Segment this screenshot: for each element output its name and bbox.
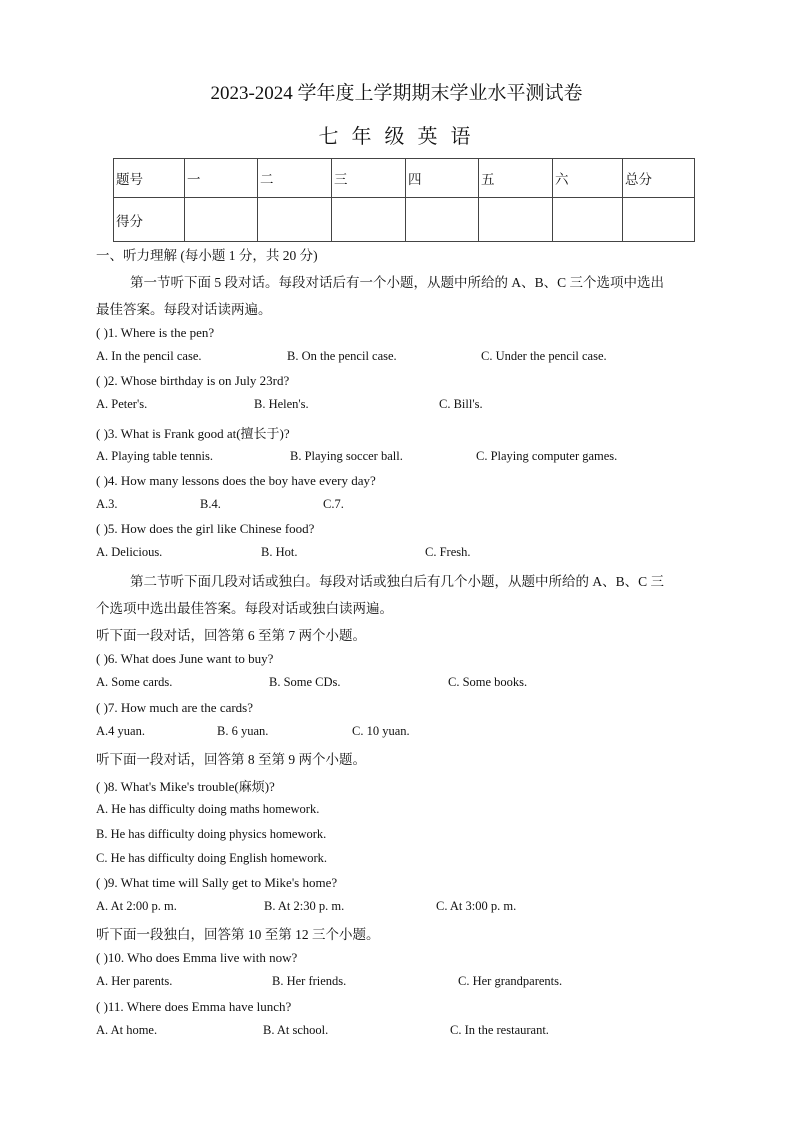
- score-input-cell[interactable]: [332, 198, 406, 242]
- question-stem: ( )9. What time will Sally get to Mike's home?: [96, 875, 338, 890]
- score-input-cell[interactable]: [623, 198, 695, 242]
- score-table-header-row: [114, 159, 695, 198]
- header-cell: 三: [332, 159, 406, 198]
- option-a[interactable]: A.3.: [96, 497, 118, 511]
- option-b[interactable]: B. At 2:30 p. m.: [264, 899, 345, 913]
- option-a[interactable]: A. Her parents.: [96, 974, 173, 988]
- score-table: [113, 158, 695, 242]
- score-input-cell[interactable]: [185, 198, 258, 242]
- part1-instruction-cont: 最佳答案。每段对话读两遍。: [96, 302, 272, 317]
- score-input-cell[interactable]: [406, 198, 479, 242]
- option-c[interactable]: C. 10 yuan.: [352, 724, 410, 738]
- header-cell: 一: [185, 159, 258, 198]
- option-c[interactable]: C. Fresh.: [425, 545, 471, 559]
- exam-title: 2023-2024 学年度上学期期末学业水平测试卷: [210, 83, 583, 104]
- option-b[interactable]: B. Playing soccer ball.: [290, 449, 403, 463]
- part1-instruction: 第一节听下面 5 段对话。每段对话后有一个小题，从题中所给的 A、B、C 三个选项中选出: [130, 275, 665, 290]
- option-c[interactable]: C.7.: [323, 497, 344, 511]
- exam-subtitle: 七 年 级 英 语: [318, 126, 475, 148]
- group-instruction: 听下面一段独白，回答第 10 至第 12 三个小题。: [96, 927, 380, 942]
- option-b[interactable]: B. On the pencil case.: [287, 349, 397, 363]
- question-stem: ( )7. How much are the cards?: [96, 700, 254, 715]
- group-instruction: 听下面一段对话，回答第 6 至第 7 两个小题。: [96, 628, 366, 643]
- option-b[interactable]: B. Hot.: [261, 545, 298, 559]
- header-cell: 五: [479, 159, 553, 198]
- score-label-cell: 得分: [114, 198, 185, 242]
- option-a[interactable]: A. Playing table tennis.: [96, 449, 213, 463]
- option-b[interactable]: B. Some CDs.: [269, 675, 341, 689]
- option-c[interactable]: C. Her grandparents.: [458, 974, 563, 988]
- option-c[interactable]: C. Some books.: [448, 675, 528, 689]
- question-stem: ( )5. How does the girl like Chinese food?: [96, 521, 315, 536]
- header-cell: 二: [258, 159, 332, 198]
- option-b[interactable]: B. Her friends.: [272, 974, 347, 988]
- score-table-score-row: [114, 198, 695, 242]
- question-stem: ( )6. What does June want to buy?: [96, 651, 274, 666]
- question-stem: ( )11. Where does Emma have lunch?: [96, 999, 292, 1014]
- option-a[interactable]: A.4 yuan.: [96, 724, 145, 738]
- option-c[interactable]: C. He has difficulty doing English homework.: [96, 851, 327, 865]
- part2-instruction-cont: 个选项中选出最佳答案。每段对话或独白读两遍。: [96, 601, 393, 616]
- section-title: 一、听力理解 (每小题 1 分，共 20 分): [96, 248, 318, 263]
- header-cell: 六: [553, 159, 623, 198]
- option-a[interactable]: A. Delicious.: [96, 545, 163, 559]
- option-a[interactable]: A. Some cards.: [96, 675, 173, 689]
- score-input-cell[interactable]: [553, 198, 623, 242]
- question-stem: ( )4. How many lessons does the boy have every day?: [96, 473, 376, 488]
- option-c[interactable]: C. In the restaurant.: [450, 1023, 549, 1037]
- question-stem: ( )3. What is Frank good at(擅长于)?: [96, 426, 290, 441]
- option-c[interactable]: C. Bill's.: [439, 397, 483, 411]
- score-input-cell[interactable]: [479, 198, 553, 242]
- option-b[interactable]: B. He has difficulty doing physics homework.: [96, 827, 327, 841]
- part2-instruction: 第二节听下面几段对话或独白。每段对话或独白后有几个小题，从题中所给的 A、B、C 三: [130, 574, 665, 589]
- option-c[interactable]: C. Under the pencil case.: [481, 349, 607, 363]
- option-a[interactable]: A. At home.: [96, 1023, 158, 1037]
- option-a[interactable]: A. Peter's.: [96, 397, 148, 411]
- option-a[interactable]: A. In the pencil case.: [96, 349, 202, 363]
- option-b[interactable]: B.4.: [200, 497, 221, 511]
- header-cell: 题号: [114, 159, 185, 198]
- header-cell: 总分: [623, 159, 695, 198]
- question-stem: ( )1. Where is the pen?: [96, 325, 215, 340]
- option-a[interactable]: A. He has difficulty doing maths homework.: [96, 802, 320, 816]
- question-stem: ( )10. Who does Emma live with now?: [96, 950, 298, 965]
- option-a[interactable]: A. At 2:00 p. m.: [96, 899, 177, 913]
- option-c[interactable]: C. Playing computer games.: [476, 449, 618, 463]
- group-instruction: 听下面一段对话，回答第 8 至第 9 两个小题。: [96, 752, 366, 767]
- option-c[interactable]: C. At 3:00 p. m.: [436, 899, 517, 913]
- option-b[interactable]: B. Helen's.: [254, 397, 309, 411]
- option-b[interactable]: B. At school.: [263, 1023, 329, 1037]
- option-b[interactable]: B. 6 yuan.: [217, 724, 269, 738]
- question-stem: ( )8. What's Mike's trouble(麻烦)?: [96, 779, 275, 794]
- question-stem: ( )2. Whose birthday is on July 23rd?: [96, 373, 290, 388]
- score-input-cell[interactable]: [258, 198, 332, 242]
- header-cell: 四: [406, 159, 479, 198]
